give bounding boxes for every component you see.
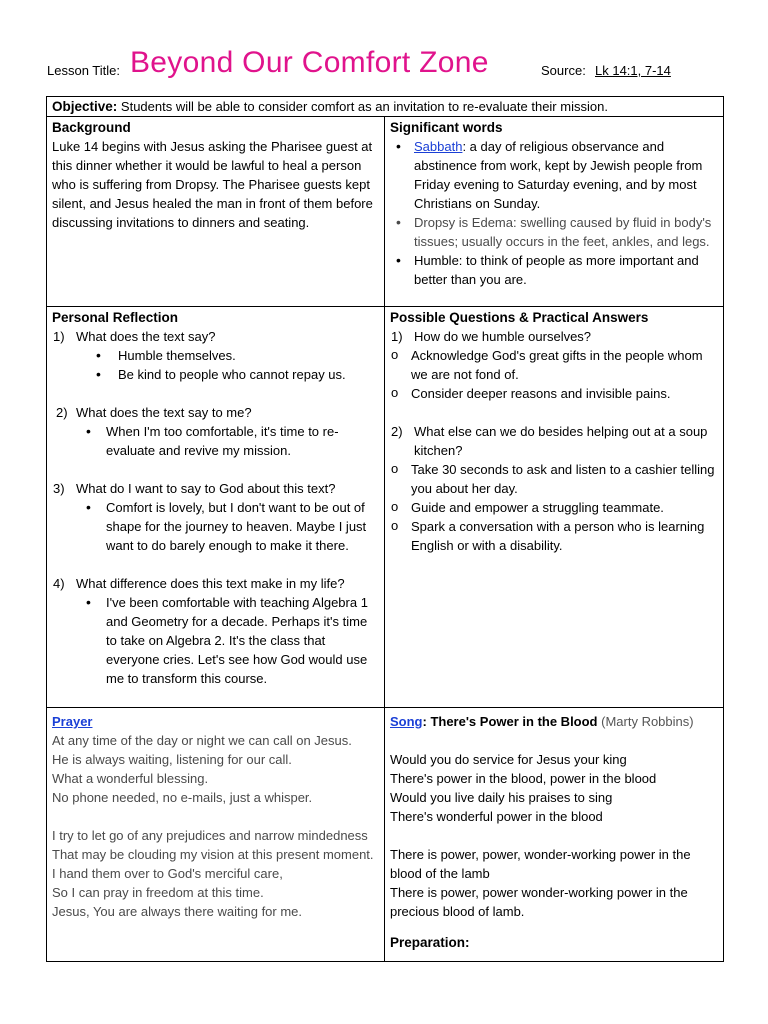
- song-link[interactable]: Song: [390, 714, 423, 729]
- prayer-line: That may be clouding my vision at this present moment.: [52, 847, 374, 862]
- possible-questions-heading: Possible Questions & Practical Answers: [390, 310, 649, 325]
- question-number: 2): [391, 424, 403, 439]
- question-text: What else can we do besides helping out at a soup kitchen?: [414, 424, 708, 458]
- question-number: 2): [56, 405, 68, 420]
- personal-reflection-cell: [47, 307, 385, 708]
- source-label: Source:: [541, 63, 586, 78]
- lesson-title-label: Lesson Title:: [47, 63, 120, 78]
- reflection-question: [52, 403, 379, 422]
- prayer-line: Jesus, You are always there waiting for me.: [52, 904, 303, 919]
- answer-list: [52, 498, 379, 555]
- list-item: [390, 137, 718, 213]
- question-text: What difference does this text make in my life?: [76, 576, 345, 591]
- question-text: How do we humble ourselves?: [414, 329, 592, 344]
- song-line: There's wonderful power in the blood: [390, 809, 603, 824]
- practical-question: [390, 327, 718, 346]
- answer-list: [52, 346, 379, 384]
- prayer-line: He is always waiting, listening for our call.: [52, 752, 292, 767]
- song-line: Would you do service for Jesus your king: [390, 752, 627, 767]
- objective-text: Students will be able to consider comfort as an invitation to re-evaluate their mission.: [120, 99, 608, 114]
- prayer-line: At any time of the day or night we can call on Jesus.: [52, 733, 352, 748]
- list-item: • Be kind to people who cannot repay us.: [52, 365, 379, 384]
- list-item: o Guide and empower a struggling teammate.: [390, 498, 718, 517]
- question-number: 1): [391, 329, 403, 344]
- list-item: o Take 30 seconds to ask and listen to a cashier telling you about her day.: [390, 460, 718, 498]
- background-cell: [47, 117, 385, 307]
- reflection-question: [52, 479, 379, 498]
- list-item: o Acknowledge God's great gifts in the people whom we are not fond of.: [390, 346, 718, 384]
- reflection-question: [52, 327, 379, 346]
- song-line: There is power, power, wonder-working power in the blood of the lamb: [390, 847, 691, 881]
- question-text: What does the text say to me?: [76, 405, 252, 420]
- lesson-title: Beyond Our Comfort Zone: [130, 46, 489, 79]
- practical-question: [390, 422, 718, 460]
- prayer-line: No phone needed, no e-mails, just a whisper.: [52, 790, 313, 805]
- personal-reflection-heading: Personal Reflection: [52, 310, 179, 325]
- significant-words-heading: Significant words: [390, 120, 503, 135]
- source-reference: Lk 14:1, 7-14: [595, 63, 671, 78]
- song-line: Would you live daily his praises to sing: [390, 790, 613, 805]
- list-item: o Spark a conversation with a person who is learning English or with a disability.: [390, 517, 718, 555]
- song-title: : There's Power in the Blood: [422, 714, 598, 729]
- definition-text: to think of people as more important and better than you are.: [414, 253, 699, 287]
- answer-list: [52, 422, 379, 460]
- significant-words-cell: [385, 117, 724, 307]
- definition-text: : a day of religious observance and abstinence from work, kept by Jewish people from Friday evening to Saturday evening, and by most Christians on Sunday.: [414, 139, 703, 211]
- definition-text: swelling caused by fluid in body's tissues; usually occurs in the feet, ankles, and legs.: [414, 215, 712, 249]
- significant-words-list: [390, 137, 718, 289]
- objective-label: Objective:: [52, 99, 118, 114]
- prayer-line: I hand them over to God's merciful care,: [52, 866, 283, 881]
- question-number: 4): [53, 576, 65, 591]
- list-item: • I've been comfortable with teaching Algebra 1 and Geometry for a decade. Perhaps it's time to take on Algebra 2. It's the class that everyone cries. Let's see how God would use me to transform this course.: [52, 593, 379, 688]
- prayer-line: What a wonderful blessing.: [52, 771, 209, 786]
- question-number: 3): [53, 481, 65, 496]
- list-item: • When I'm too comfortable, it's time to re-evaluate and revive my mission.: [52, 422, 379, 460]
- prayer-cell: [47, 708, 385, 962]
- answer-list: [52, 593, 379, 688]
- sabbath-link[interactable]: Sabbath: [414, 139, 463, 154]
- song-line: There's power in the blood, power in the blood: [390, 771, 657, 786]
- reflection-question: [52, 574, 379, 593]
- list-item: • Comfort is lovely, but I don't want to be out of shape for the journey to heaven. Maybe I just want to do barely enough to make it there.: [52, 498, 379, 555]
- list-item: • Humble themselves.: [52, 346, 379, 365]
- lesson-header: [47, 46, 737, 86]
- song-heading: [390, 712, 718, 731]
- background-text: Luke 14 begins with Jesus asking the Pharisee guest at this dinner whether it would be lawful to heal a person who is suffering from Dropsy. The Pharisee guests kept silent, and Jesus healed the man in front of them before discussing invitations to dinners and seating.: [52, 139, 373, 230]
- term-text: Dropsy is Edema:: [414, 215, 517, 230]
- lesson-plan-table: [46, 96, 724, 962]
- possible-questions-cell: [385, 307, 724, 708]
- list-item: [390, 251, 718, 289]
- song-artist: (Marty Robbins): [601, 714, 694, 729]
- prayer-line: So I can pray in freedom at this time.: [52, 885, 264, 900]
- prayer-line: I try to let go of any prejudices and narrow mindedness: [52, 828, 368, 843]
- question-number: 1): [53, 329, 65, 344]
- answer-list: [390, 346, 718, 403]
- list-item: o Consider deeper reasons and invisible pains.: [390, 384, 718, 403]
- term-text: Humble:: [414, 253, 463, 268]
- answer-list: [390, 460, 718, 555]
- objective-cell: [47, 97, 724, 117]
- prayer-link[interactable]: Prayer: [52, 714, 93, 729]
- background-heading: Background: [52, 120, 131, 135]
- song-line: There is power, power wonder-working power in the precious blood of lamb.: [390, 885, 688, 919]
- question-text: What does the text say?: [76, 329, 216, 344]
- question-text: What do I want to say to God about this text?: [76, 481, 336, 496]
- list-item: [390, 213, 718, 251]
- song-cell: [385, 708, 724, 962]
- preparation-heading: Preparation:: [390, 935, 470, 950]
